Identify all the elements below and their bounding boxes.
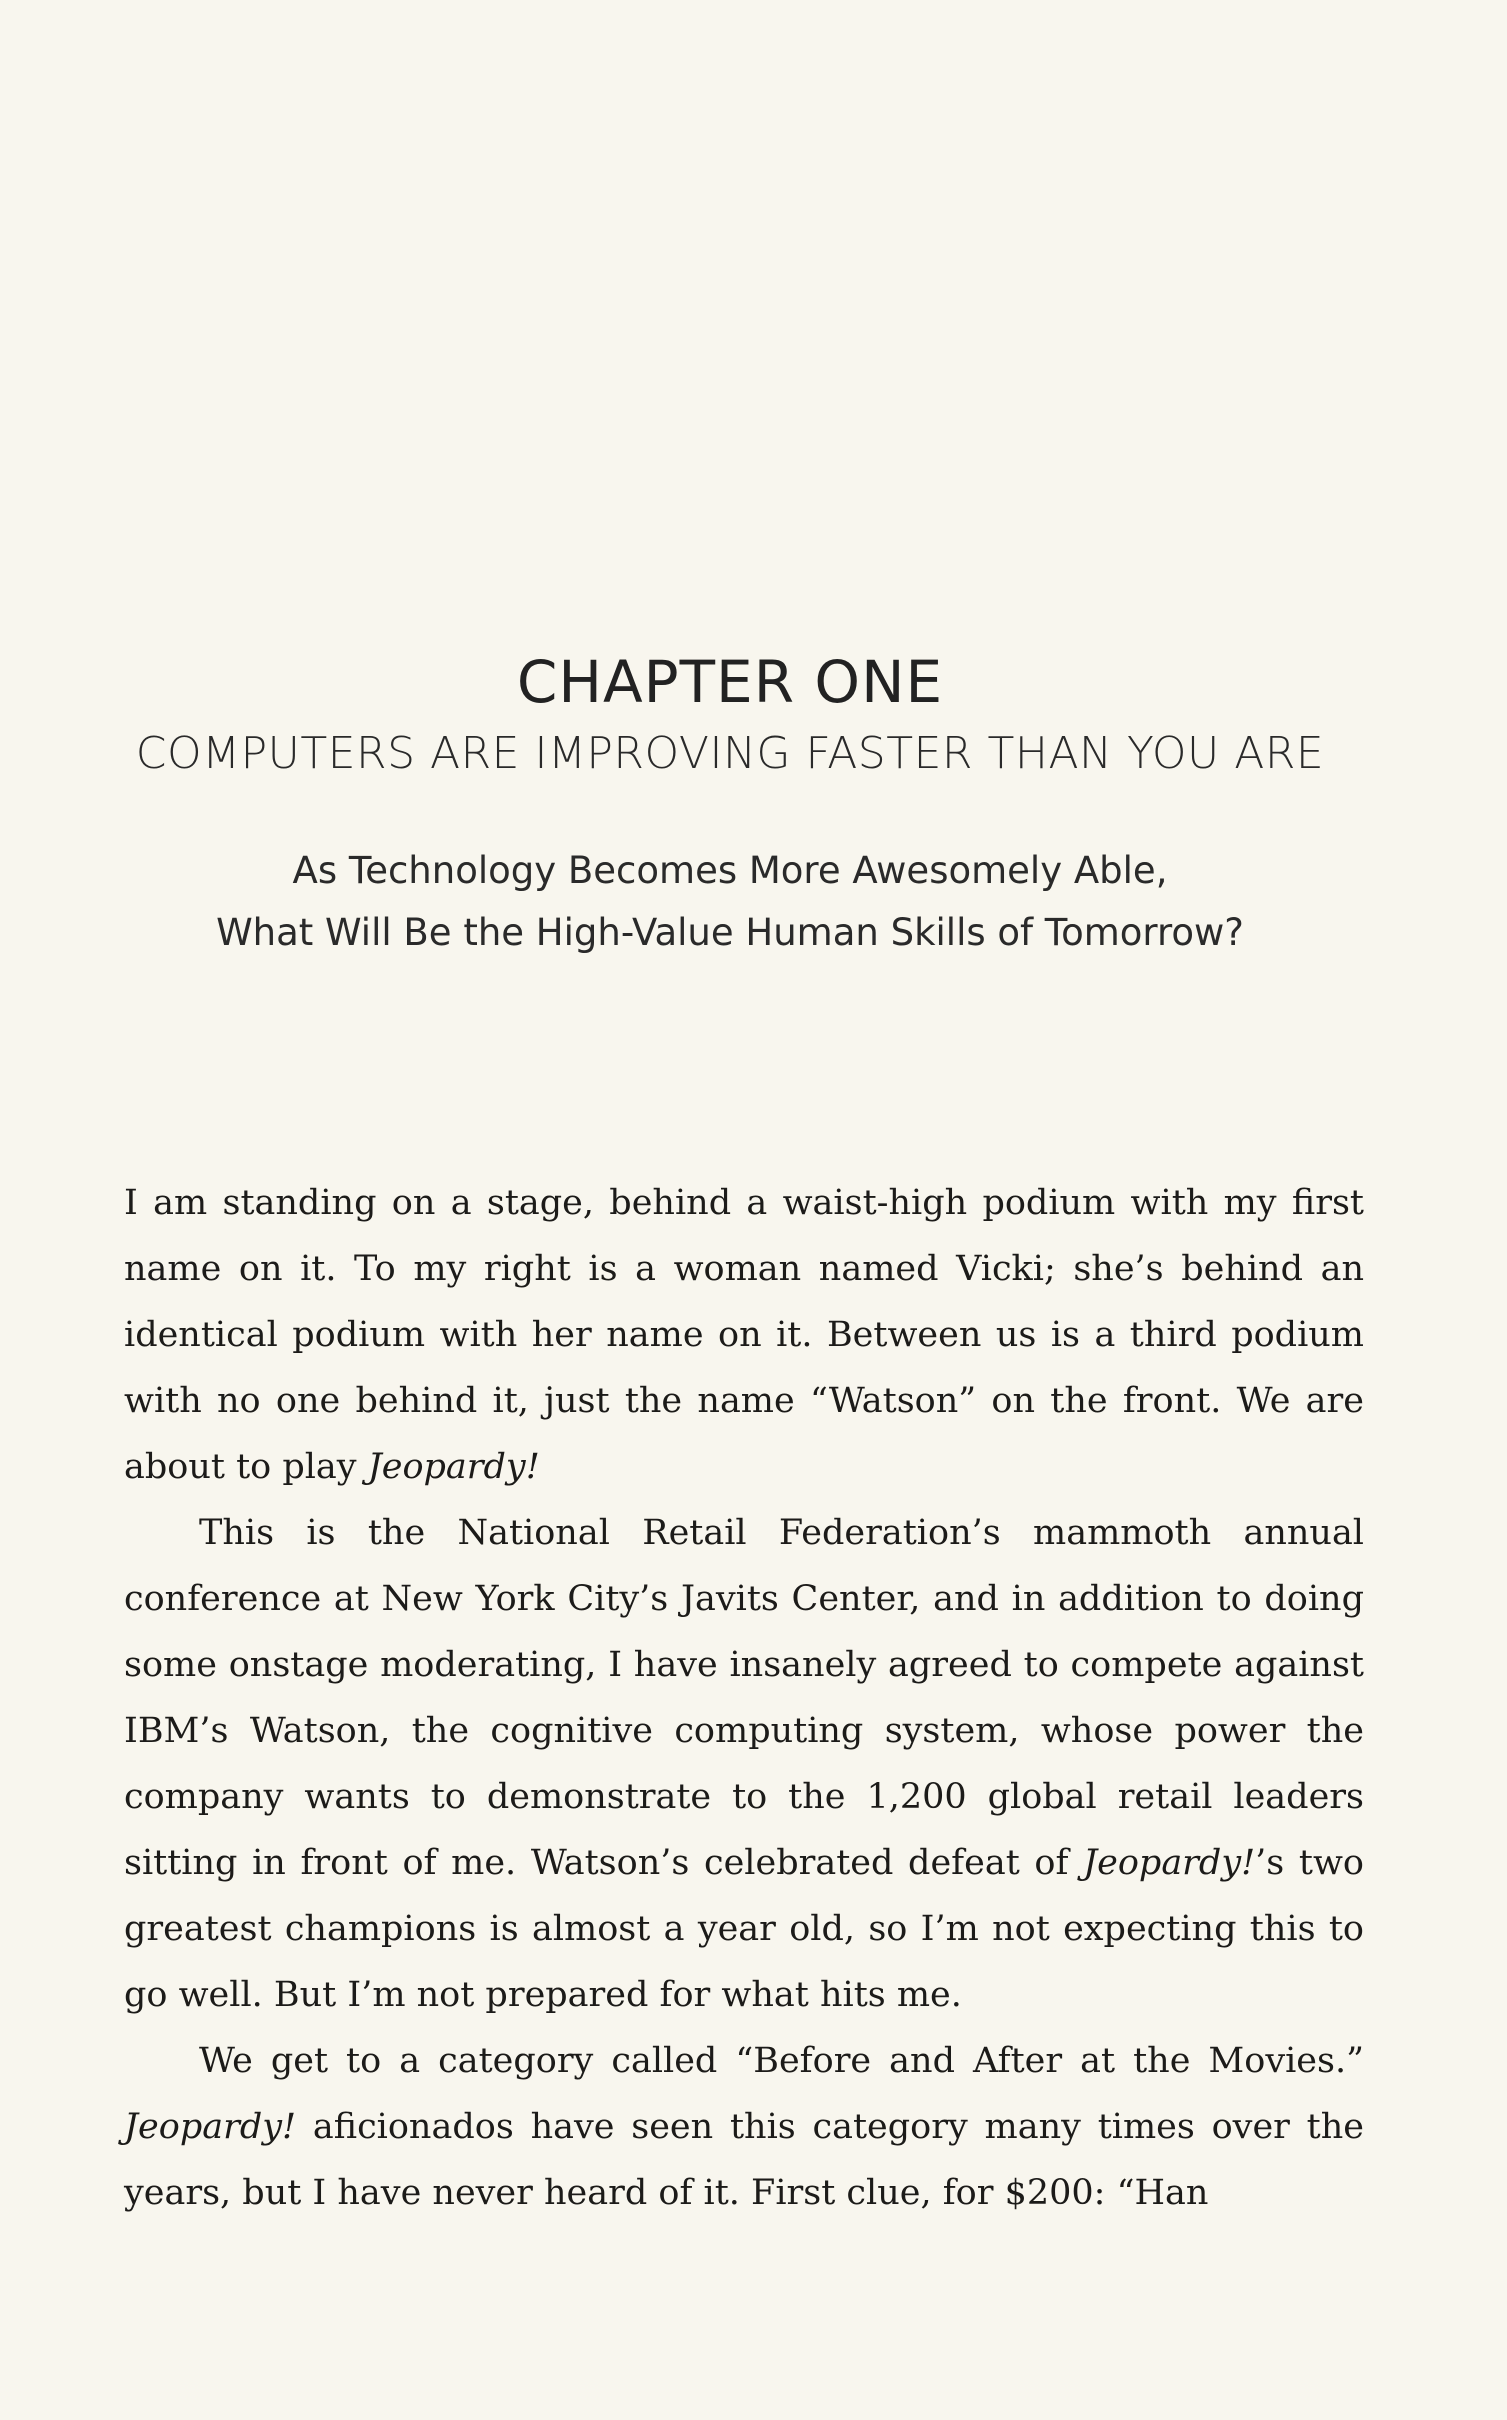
jeopardy-title: Jeopardy! [1083, 1843, 1256, 1883]
paragraph-3-text-a: We get to a category called “Before and After at the Movies.” [199, 2041, 1364, 2081]
paragraph-3 [124, 2028, 1364, 2226]
paragraph-2-text-b: ’s two greatest champions is almost a year old, so I’m not expecting this to go well. But I’m not prepared for what hits me. [124, 1843, 1364, 2015]
paragraph-1-text: I am standing on a stage, behind a waist-high podium with my first name on it. To my right is a woman named Vicki; she’s behind an identical podium with her name on it. Between us is a third podium with no one behind it, just the name “Watson” on the front. We are about to play [124, 1183, 1364, 1487]
chapter-body [124, 1170, 1364, 2226]
subtitle-line-1: As Technology Becomes More Awesomely Able, [292, 849, 1168, 892]
subtitle-line-2: What Will Be the High-Value Human Skills of Tomorrow? [216, 911, 1244, 954]
paragraph-2-text-a: This is the National Retail Federation’s mammoth annual conference at New York City’s Javits Center, and in addition to doing some onstage moderating, I have insanely agreed to compete against IBM’s Watson, the cognitive computing system, whose power the company wants to demonstrate to the 1,200 global retail leaders sitting in front of me. Watson’s celebrated defeat of [124, 1513, 1364, 1883]
chapter-subtitle [0, 840, 1460, 964]
paragraph-1 [124, 1170, 1364, 1500]
paragraph-2 [124, 1500, 1364, 2028]
paragraph-3-text-b: aficionados have seen this category many times over the years, but I have never heard of it. First clue, for $200: “Han [124, 2107, 1364, 2213]
jeopardy-title: Jeopardy! [367, 1447, 540, 1487]
chapter-label: CHAPTER ONE [516, 648, 944, 716]
chapter-title: COMPUTERS ARE IMPROVING FASTER THAN YOU ARE [135, 728, 1325, 779]
jeopardy-title: Jeopardy! [124, 2107, 297, 2147]
